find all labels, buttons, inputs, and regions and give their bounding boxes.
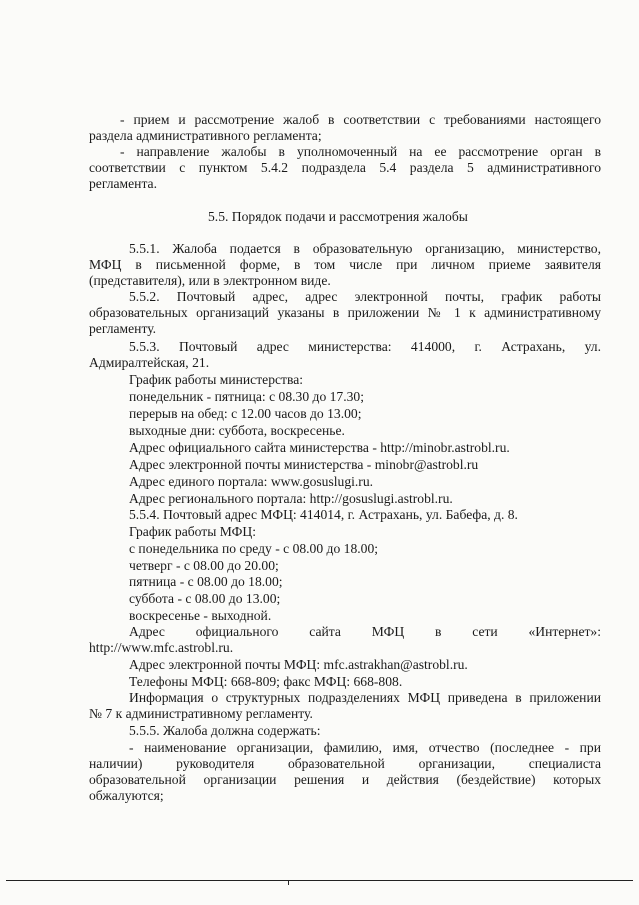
text-line: (представителя), или в электронном виде. bbox=[89, 273, 331, 288]
text-line: 5.5.5. Жалоба должна содержать: bbox=[129, 723, 321, 738]
text-line: Адмиралтейская, 21. bbox=[89, 355, 210, 370]
text-line: График работы министерства: bbox=[129, 372, 304, 387]
text-line: 5.5.2. Почтовый адрес, адрес электронной почты, график работы bbox=[129, 289, 601, 304]
text-line: Адрес официального сайта МФЦ в сети «Интернет»: bbox=[129, 624, 601, 639]
bottom-rule bbox=[6, 880, 633, 881]
text-line: Адрес электронной почты МФЦ: mfc.astrakhan@astrobl.ru. bbox=[129, 657, 468, 672]
text-line: Адрес регионального портала: http://gosuslugi.astrobl.ru. bbox=[129, 491, 453, 506]
text-line: График работы МФЦ: bbox=[129, 524, 256, 539]
text-line: пятница - с 08.00 до 18.00; bbox=[129, 574, 283, 589]
text-line: с понедельника по среду - с 08.00 до 18.00; bbox=[129, 541, 379, 556]
text-line: № 7 к административному регламенту. bbox=[89, 706, 313, 721]
text-line: понедельник - пятница: с 08.30 до 17.30; bbox=[129, 389, 365, 404]
text-line: наличии) руководителя образовательной организации, специалиста bbox=[89, 756, 601, 771]
text-line: перерыв на обед: с 12.00 часов до 13.00; bbox=[129, 406, 362, 421]
text-line: воскресенье - выходной. bbox=[129, 608, 272, 623]
text-line: образовательных организаций указаны в приложении № 1 к административному bbox=[89, 305, 601, 320]
text-line: образовательной организации решения и действия (бездействие) которых bbox=[89, 772, 601, 787]
text-line: Информация о структурных подразделениях МФЦ приведена в приложении bbox=[129, 690, 601, 705]
text-line: 5.5.1. Жалоба подается в образовательную организацию, министерство, bbox=[129, 241, 601, 256]
text-line: четверг - с 08.00 до 20.00; bbox=[129, 558, 279, 573]
text-line: МФЦ в письменной форме, в том числе при личном приеме заявителя bbox=[89, 257, 601, 272]
text-line: 5.5.4. Почтовый адрес МФЦ: 414014, г. Астрахань, ул. Бабефа, д. 8. bbox=[129, 507, 518, 522]
text-line: Адрес единого портала: www.gosuslugi.ru. bbox=[129, 474, 374, 489]
text-line: выходные дни: суббота, воскресенье. bbox=[129, 423, 345, 438]
text-line: - направление жалобы в уполномоченный на ее рассмотрение орган в bbox=[120, 144, 601, 159]
text-line: регламенту. bbox=[89, 321, 157, 336]
text-line: Телефоны МФЦ: 668-809; факс МФЦ: 668-808. bbox=[129, 674, 403, 689]
text-line: Адрес электронной почты министерства - minobr@astrobl.ru bbox=[129, 457, 479, 472]
text-line: http://www.mfc.astrobl.ru. bbox=[89, 640, 234, 655]
text-line: раздела административного регламента; bbox=[89, 128, 322, 143]
text-line: суббота - с 08.00 до 13.00; bbox=[129, 591, 281, 606]
text-line: - прием и рассмотрение жалоб в соответствии с требованиями настоящего bbox=[120, 112, 601, 127]
text-line: - наименование организации, фамилию, имя, отчество (последнее - при bbox=[129, 740, 601, 755]
text-line: соответствии с пунктом 5.4.2 подраздела 5.4 раздела 5 административного bbox=[89, 160, 601, 175]
rule-tick bbox=[288, 880, 289, 885]
text-line: Адрес официального сайта министерства - http://minobr.astrobl.ru. bbox=[129, 440, 510, 455]
text-line: регламента. bbox=[89, 176, 157, 191]
section-heading: 5.5. Порядок подачи и рассмотрения жалобы bbox=[208, 209, 468, 224]
text-line: 5.5.3. Почтовый адрес министерства: 414000, г. Астрахань, ул. bbox=[129, 339, 601, 354]
text-line: обжалуются; bbox=[89, 788, 164, 803]
